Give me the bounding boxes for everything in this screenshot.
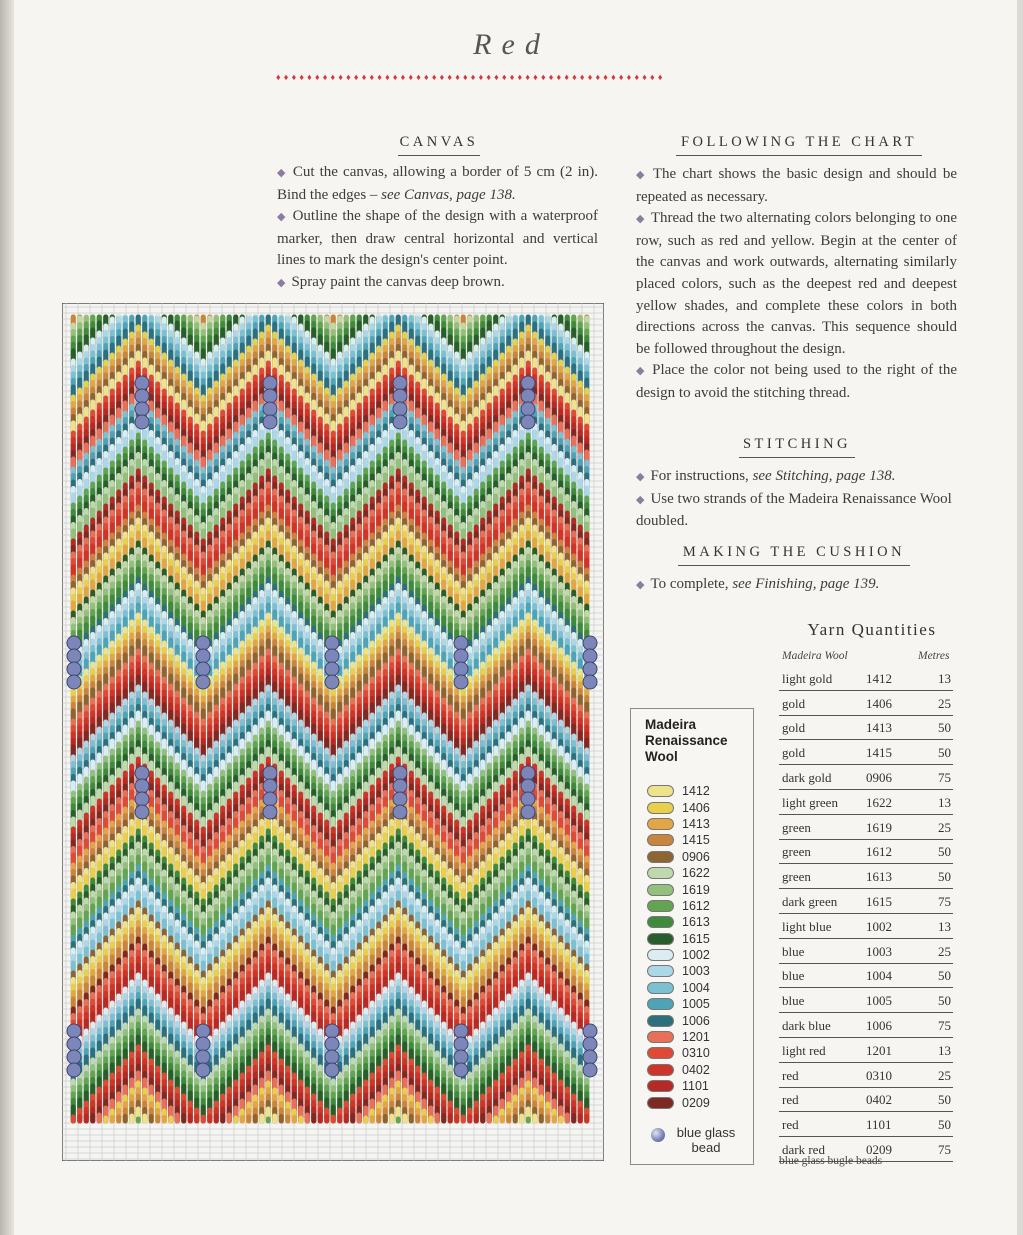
making-cushion-heading: MAKING THE CUSHION (678, 544, 910, 566)
page-gutter-shadow (0, 0, 14, 1235)
following-step-1: ◆ The chart shows the basic design and should be repeated as necessary. (636, 166, 957, 205)
canvas-step-3: ◆ Spray paint the canvas deep brown. (277, 273, 505, 290)
bargello-stitch-chart (62, 303, 604, 1161)
diamond-bullet-icon: ◆ (636, 579, 645, 591)
diamond-bullet-icon: ◆ (277, 167, 287, 179)
following-chart-instructions (636, 164, 957, 405)
canvas-step-2: ◆ Outline the shape of the design with a waterproof marker, then draw central horizontal and vertical lines to mark the design's center point. (277, 208, 598, 269)
diamond-bullet-icon: ◆ (636, 169, 647, 181)
diamond-bullet-icon: ◆ (277, 211, 287, 224)
page-title: Red (473, 28, 550, 61)
canvas-instructions (277, 162, 598, 295)
stitching-step-1: ◆ For instructions, see Stitching, page 138. (636, 468, 896, 484)
stitching-step-2: ◆ Use two strands of the Madeira Renaissance Wool doubled. (636, 490, 952, 530)
canvas-heading: CANVAS (398, 134, 480, 156)
diamond-bullet-icon: ◆ (277, 276, 286, 289)
diamond-bullet-icon: ◆ (636, 213, 645, 226)
cushion-instructions (636, 574, 957, 597)
stitching-instructions (636, 466, 957, 533)
diamond-divider: ♦♦♦♦♦♦♦♦♦♦♦♦♦♦♦♦♦♦♦♦♦♦♦♦♦♦♦♦♦♦♦♦♦♦♦♦♦♦♦♦♦♦♦♦♦♦♦♦♦♦ (276, 72, 666, 82)
page-right-edge (1017, 0, 1023, 1235)
diamond-bullet-icon: ◆ (636, 365, 647, 378)
cushion-step-1: ◆ To complete, see Finishing, page 139. (636, 576, 880, 592)
stitching-heading: STITCHING (739, 436, 855, 458)
diamond-bullet-icon: ◆ (636, 471, 645, 483)
diamond-bullet-icon: ◆ (636, 493, 645, 506)
following-chart-heading: FOLLOWING THE CHART (676, 134, 922, 156)
following-step-3: ◆ Place the color not being used to the right of the design to avoid the stitching thread. (636, 362, 957, 401)
following-step-2: ◆ Thread the two alternating colors belonging to one row, such as red and yellow. Begin at the center of the canvas and work outwards, alternating similarly placed colors, such as the deepest red and deepest yellow shades, and complete these colors in both directions across the canvas. This sequence should be followed throughout the design. (636, 210, 957, 357)
canvas-step-1: ◆ Cut the canvas, allowing a border of 5 cm (2 in). Bind the edges – see Canvas, page 138. (277, 164, 598, 203)
